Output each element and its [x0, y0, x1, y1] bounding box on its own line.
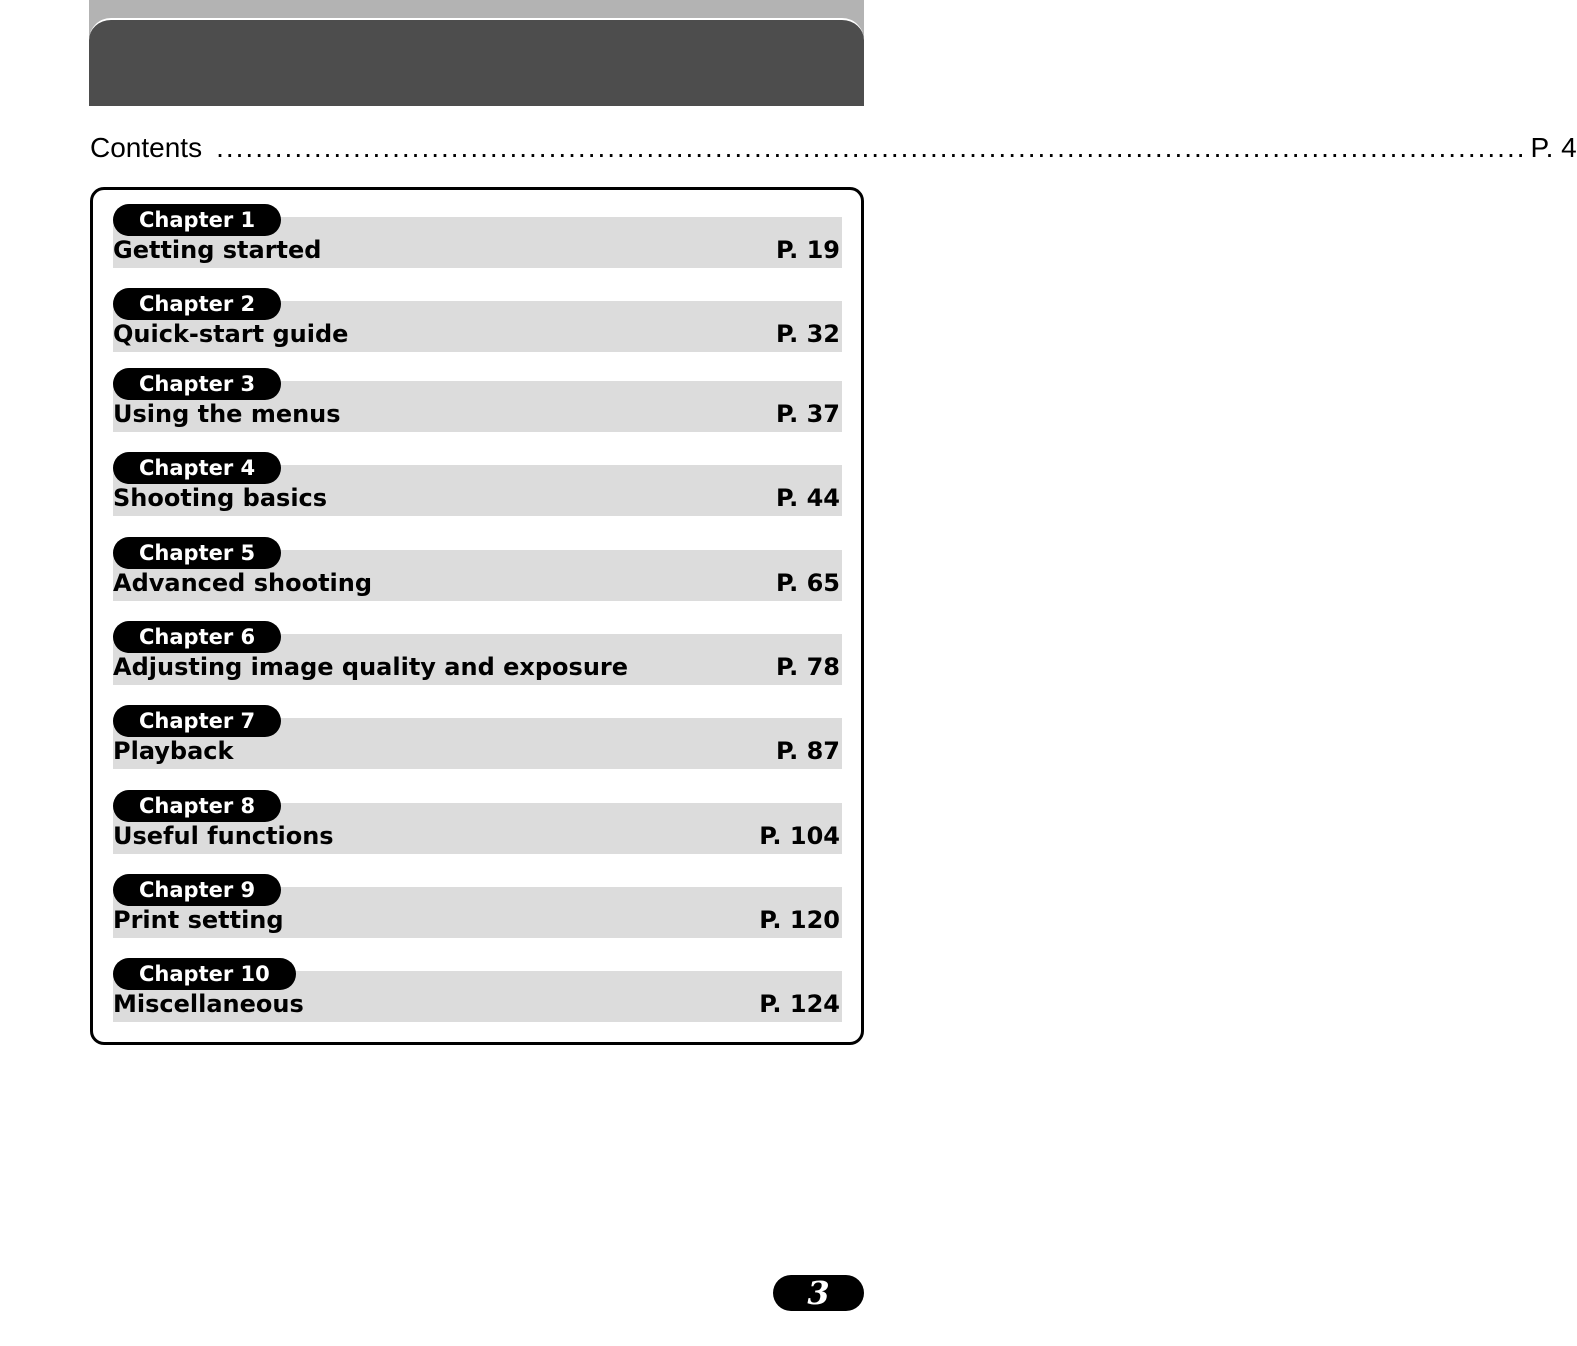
- chapter-badge: Chapter 1: [113, 204, 281, 236]
- chapter-page: P. 32: [775, 320, 840, 348]
- contents-link[interactable]: [90, 128, 1577, 168]
- chapter-page: P. 65: [775, 569, 840, 597]
- chapter-page: P. 78: [775, 653, 840, 681]
- contents-label: Contents: [90, 132, 203, 163]
- chapter-entry-8[interactable]: [113, 776, 842, 850]
- chapter-entry-10[interactable]: [113, 944, 842, 1018]
- chapter-page: P. 87: [775, 737, 840, 765]
- chapter-title: Useful functions: [113, 822, 334, 850]
- chapter-entry-3[interactable]: [113, 354, 842, 428]
- table-of-contents: [90, 187, 864, 1045]
- chapter-badge: Chapter 6: [113, 621, 281, 653]
- page-number-badge: 3: [773, 1275, 864, 1311]
- chapter-page: P. 124: [759, 990, 840, 1018]
- chapter-title: Adjusting image quality and exposure: [113, 653, 629, 681]
- chapter-badge: Chapter 9: [113, 874, 281, 906]
- chapter-badge: Chapter 7: [113, 705, 281, 737]
- contents-page: P. 4: [1530, 132, 1577, 163]
- chapter-page: P. 104: [759, 822, 840, 850]
- chapter-title: Getting started: [113, 236, 322, 264]
- chapter-title: Using the menus: [113, 400, 341, 428]
- chapter-badge: Chapter 4: [113, 452, 281, 484]
- header-banner-tab: [89, 18, 864, 106]
- chapter-badge: Chapter 8: [113, 790, 281, 822]
- chapter-title: Miscellaneous: [113, 990, 304, 1018]
- chapter-title: Print setting: [113, 906, 284, 934]
- chapter-title: Shooting basics: [113, 484, 328, 512]
- chapter-title: Quick-start guide: [113, 320, 349, 348]
- chapter-entry-2[interactable]: [113, 274, 842, 348]
- dot-leader: ......................................................................................................................................: [216, 132, 1527, 163]
- chapter-page: P. 37: [775, 400, 840, 428]
- chapter-badge: Chapter 2: [113, 288, 281, 320]
- chapter-entry-6[interactable]: [113, 607, 842, 681]
- chapter-entry-9[interactable]: [113, 860, 842, 934]
- chapter-title: Playback: [113, 737, 234, 765]
- chapter-page: P. 120: [759, 906, 840, 934]
- chapter-page: P. 44: [775, 484, 840, 512]
- header-banner: [89, 0, 864, 106]
- chapter-badge: Chapter 5: [113, 537, 281, 569]
- chapter-entry-5[interactable]: [113, 523, 842, 597]
- chapter-entry-4[interactable]: [113, 438, 842, 512]
- chapter-badge: Chapter 3: [113, 368, 281, 400]
- chapter-title: Advanced shooting: [113, 569, 373, 597]
- chapter-entry-1[interactable]: [113, 190, 842, 264]
- chapter-entry-7[interactable]: [113, 691, 842, 765]
- chapter-page: P. 19: [775, 236, 840, 264]
- chapter-badge: Chapter 10: [113, 958, 296, 990]
